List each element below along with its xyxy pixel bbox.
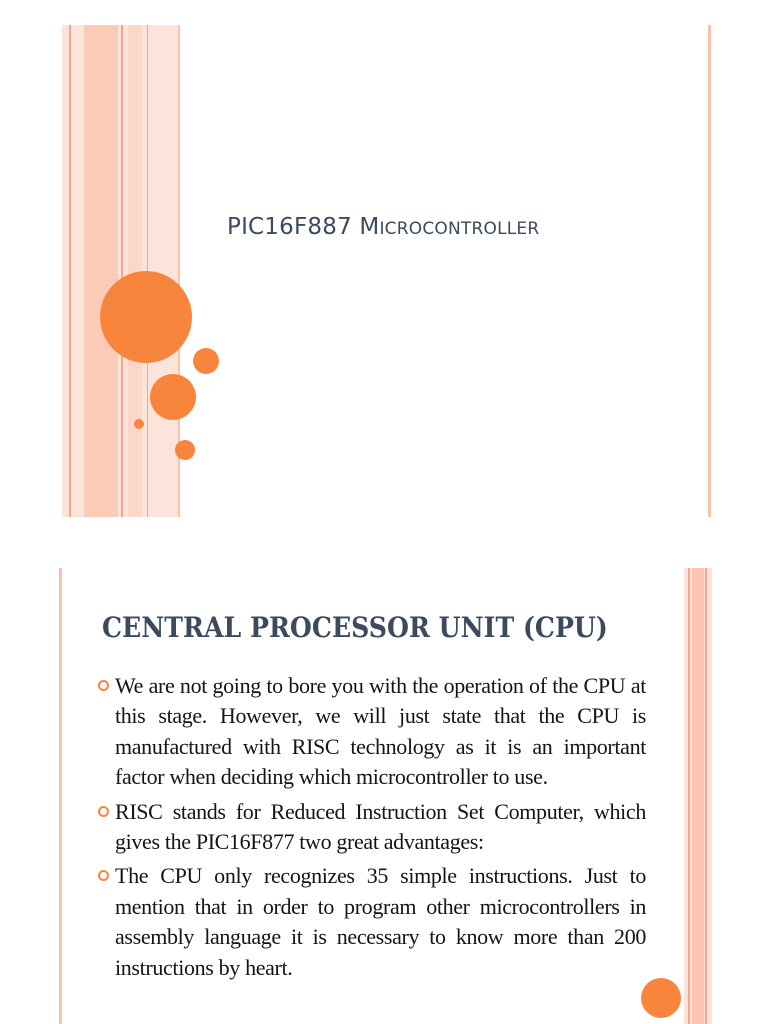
- title-smallcaps: ICROCONTROLLER: [379, 219, 540, 239]
- decor-circle-corner: [641, 978, 681, 1018]
- decor-band-left-line: [69, 25, 71, 517]
- bullet-text: RISC stands for Reduced Instruction Set Computer, which gives the PIC16F877 two great advantages:: [115, 798, 646, 855]
- decor-circle-medium: [150, 374, 196, 420]
- bullet-item: [98, 861, 646, 983]
- decor-band-right-stripe: [692, 568, 704, 1024]
- bullet-text: The CPU only recognizes 35 simple instructions. Just to mention that in order to program other microcontrollers in assembly language it is necessary to know more than 200 instructions by heart.: [115, 863, 646, 980]
- slide-1-title: [227, 214, 627, 240]
- decor-band-right-line: [688, 568, 690, 1024]
- bullet-text: We are not going to bore you with the operation of the CPU at this stage. However, we will just state that the CPU is manufactured with RISC technology as it is an important factor when deciding which microcontroller to use.: [115, 673, 646, 790]
- bullet-ring-icon: [98, 806, 109, 817]
- bullet-ring-icon: [98, 680, 109, 691]
- decor-line-left: [59, 568, 62, 1024]
- decor-line-right: [708, 25, 711, 517]
- decor-circle-tiny: [134, 419, 144, 429]
- bullet-ring-icon: [98, 870, 109, 881]
- decor-circle-large: [100, 271, 192, 363]
- title-main: PIC16F887 M: [227, 214, 380, 240]
- decor-circle-small: [193, 348, 219, 374]
- decor-band-right-line: [705, 568, 707, 1024]
- bullet-item: [98, 797, 646, 858]
- bullet-list: [98, 671, 646, 987]
- bullet-item: [98, 671, 646, 793]
- decor-band-left-line: [121, 25, 123, 517]
- decor-circle-small: [175, 440, 195, 460]
- decor-band-left-stripe: [84, 25, 118, 517]
- slide-2-title: CENTRAL PROCESSOR UNIT (CPU): [102, 611, 608, 644]
